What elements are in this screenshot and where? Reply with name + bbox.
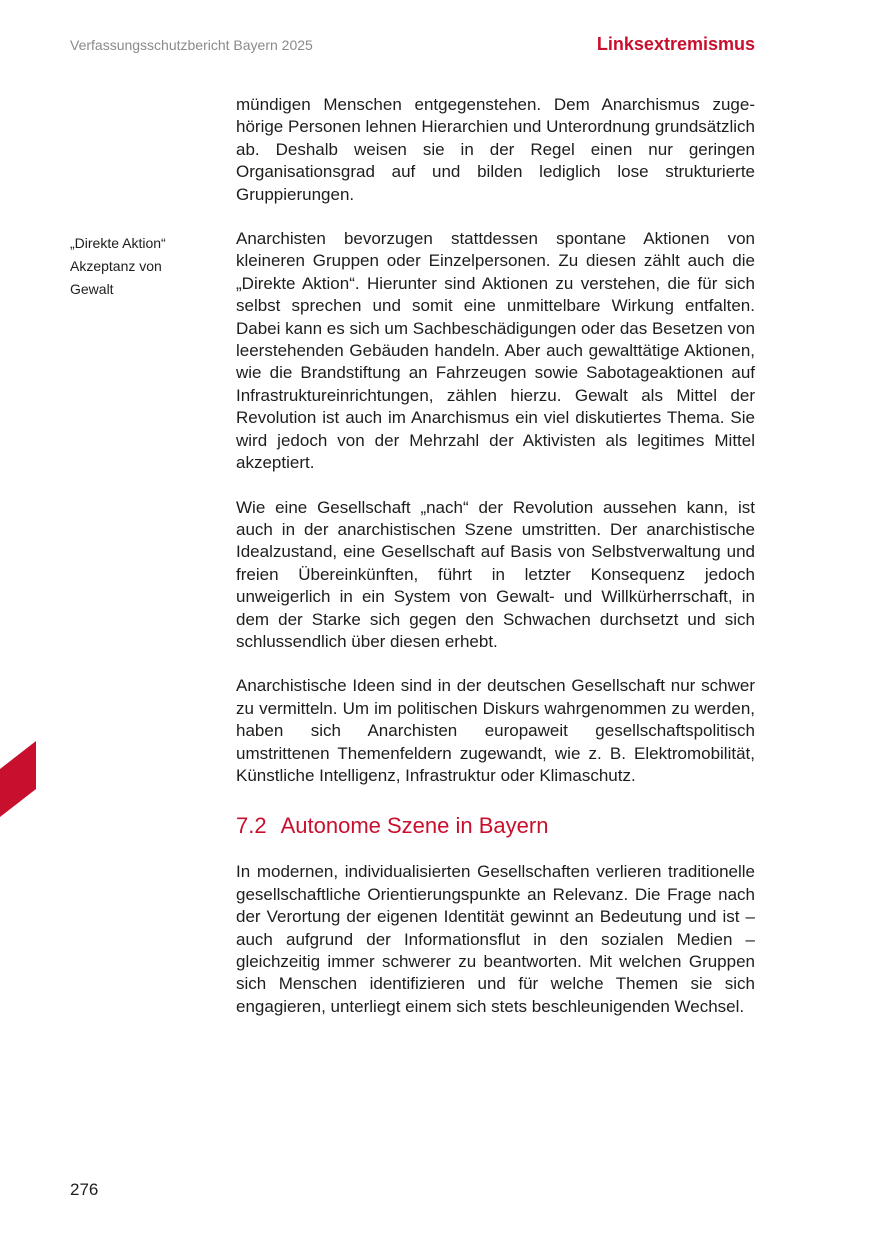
body-paragraph: Wie eine Gesellschaft „nach“ der Revolution aussehen kann, ist auch in der anarchistischen Szene umstritten. Der anarchistische Idealzustand, eine Gesellschaft auf Basis von Selbstverwaltung und freien Übereinkünften, führt in letzter Konsequenz jedoch unweigerlich in ein System von Gewalt- und Willkürherrschaft, in dem der Starke sich gegen den Schwachen durchsetzt und sich schlussendlich über diesen erhebt. [236,497,755,651]
body-paragraph: Anarchisten bevorzugen stattdessen spontane Aktionen von kleineren Gruppen oder Einzelpersonen. Zu diesen zählt auch die „Direkte Aktion“. Hierunter sind Aktionen zu verstehen, die für sich selbst sprechen und somit eine unmittelbare Wirkung entfalten. Dabei kann es sich um Sachbeschädigungen oder das Besetzen von leerstehenden Gebäuden handeln. Aber auch gewalttätige Aktionen, wie die Brandstiftung an Fahrzeugen sowie Sabotageaktionen auf Infrastruktureinrichtungen, zählen hierzu. Gewalt als Mittel der Revolution ist auch im Anarchismus ein viel diskutiertes Thema. Sie wird jedoch von der Mehrzahl der Aktivisten als legitimes Mittel akzeptiert. [236,229,755,473]
page-number: 276 [70,1180,99,1199]
body-paragraph: mündigen Menschen entgegenstehen. Dem Anarchismus zugehörige Personen lehnen Hierarchien und Unterordnung grundsätzlich ab. Deshalb weisen sie in der Regel einen nur geringen Organisationsgrad auf und bilden lediglich lose strukturierte Gruppierungen. [236,95,755,204]
section-heading [236,811,755,841]
margin-keywords [70,232,210,301]
running-header [70,34,755,58]
publication-title: Verfassungsschutzbericht Bayern 2025 [70,37,313,53]
chapter-tab-marker [0,741,36,817]
margin-keyword: „Direkte Aktion“ [70,235,166,251]
body-paragraph: In modernen, individualisierten Gesellschaften verlieren traditionelle gesellschaftliche Orientierungspunkte an Relevanz. Die Frage nach der Verortung der eigenen Identität gewinnt an Bedeutung und ist – auch aufgrund der Informationsflut in den sozialen Medien – gleichzeitig immer schwerer zu beantworten. Mit welchen Gruppen sich Menschen identifizieren und für welche Themen sie sich engagieren, unterliegt einem sich stets beschleunigenden Wechsel. [236,862,755,1016]
main-text [236,94,755,1040]
margin-keyword: Gewalt [70,281,114,297]
chapter-title: Linksextremismus [596,34,755,54]
section-title: Autonome Szene in Bayern [280,813,549,839]
margin-keyword: Akzeptanz von [70,258,162,274]
section-number: 7.2 [236,813,267,839]
body-paragraph: Anarchistische Ideen sind in der deutschen Gesellschaft nur schwer zu vermitteln. Um im politischen Diskurs wahrgenommen zu werden, haben sich Anarchisten europaweit gesellschaftspolitisch umstrittenen Themenfeldern zugewandt, wie z. B. Elektromobilität, Künstliche Intelligenz, Infrastruktur oder Klimaschutz. [236,676,755,785]
